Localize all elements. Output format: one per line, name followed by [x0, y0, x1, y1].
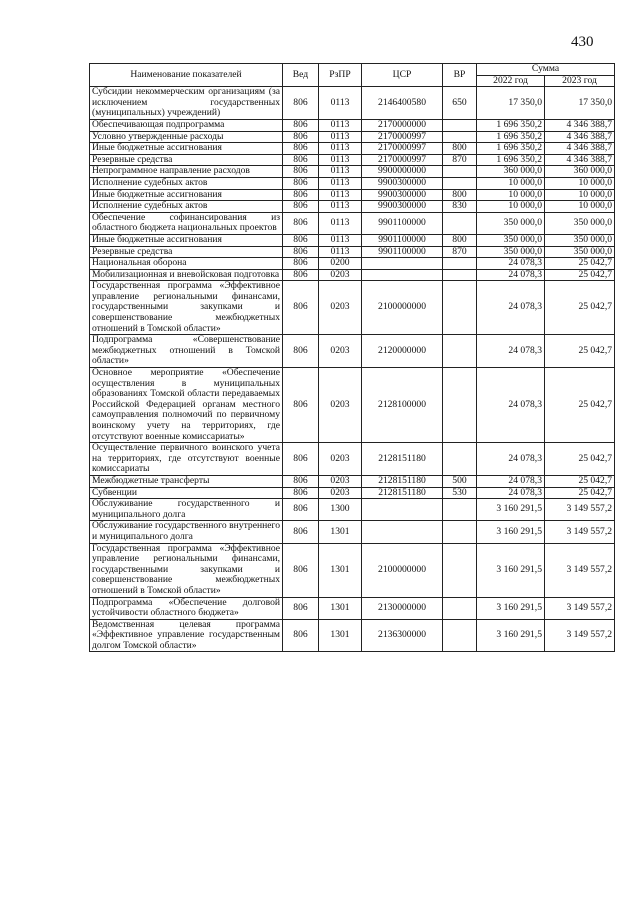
- cell-rzpr: 0113: [319, 177, 362, 189]
- cell-ved: 806: [283, 597, 319, 619]
- header-2022: 2022 год: [477, 75, 545, 87]
- cell-y2022: 24 078,3: [477, 368, 545, 443]
- cell-csr: 9900300000: [362, 177, 443, 189]
- cell-name: Обслуживание государственного и муниципального долга: [90, 499, 283, 521]
- cell-y2022: 3 160 291,5: [477, 619, 545, 652]
- cell-csr: 2128151180: [362, 487, 443, 499]
- cell-vr: 650: [443, 87, 477, 120]
- cell-csr: 9901100000: [362, 212, 443, 234]
- cell-name: Субсидии некоммерческим организациям (за исключением государственных (муниципальных) учреждений): [90, 87, 283, 120]
- cell-csr: 2146400580: [362, 87, 443, 120]
- cell-ved: 806: [283, 201, 319, 213]
- cell-rzpr: 0113: [319, 87, 362, 120]
- cell-y2023: 3 149 557,2: [545, 543, 615, 597]
- cell-name: Мобилизационная и вневойсковая подготовка: [90, 269, 283, 281]
- table-row: [90, 87, 615, 120]
- cell-ved: 806: [283, 475, 319, 487]
- cell-vr: [443, 258, 477, 270]
- cell-y2022: 10 000,0: [477, 177, 545, 189]
- table-row: [90, 166, 615, 178]
- cell-csr: 2100000000: [362, 281, 443, 335]
- cell-y2023: 350 000,0: [545, 246, 615, 258]
- cell-ved: 806: [283, 335, 319, 368]
- cell-csr: 2128100000: [362, 368, 443, 443]
- cell-name: Основное мероприятие «Обеспечение осуществления в муниципальных образованиях Томской области передаваемых Российской Федерацией органам местного самоуправления полномочий по первичному воинскому учету на территориях, где отсутствуют военные комиссариаты»: [90, 368, 283, 443]
- cell-ved: 806: [283, 177, 319, 189]
- cell-y2023: 350 000,0: [545, 212, 615, 234]
- page-number: 430: [571, 34, 594, 50]
- cell-name: Государственная программа «Эффективное управление региональными финансами, государственными закупками и совершенствование межбюджетных отношений в Томской области»: [90, 281, 283, 335]
- cell-rzpr: 0113: [319, 154, 362, 166]
- cell-ved: 806: [283, 487, 319, 499]
- header-name: Наименование показателей: [90, 64, 283, 87]
- cell-name: Обеспечивающая подпрограмма: [90, 119, 283, 131]
- cell-ved: 806: [283, 212, 319, 234]
- cell-y2022: 10 000,0: [477, 201, 545, 213]
- table-row: [90, 543, 615, 597]
- cell-y2022: 3 160 291,5: [477, 521, 545, 543]
- cell-rzpr: 0113: [319, 143, 362, 155]
- cell-y2023: 25 042,7: [545, 487, 615, 499]
- cell-y2022: 1 696 350,2: [477, 143, 545, 155]
- cell-rzpr: 0113: [319, 246, 362, 258]
- cell-y2023: 360 000,0: [545, 166, 615, 178]
- cell-y2022: 3 160 291,5: [477, 543, 545, 597]
- cell-vr: [443, 131, 477, 143]
- cell-name: Условно утвержденные расходы: [90, 131, 283, 143]
- cell-rzpr: 0200: [319, 258, 362, 270]
- cell-y2022: 10 000,0: [477, 189, 545, 201]
- cell-y2023: 25 042,7: [545, 475, 615, 487]
- cell-name: Исполнение судебных актов: [90, 201, 283, 213]
- header-rzpr: РзПР: [319, 64, 362, 87]
- cell-csr: [362, 258, 443, 270]
- cell-vr: 800: [443, 234, 477, 246]
- cell-ved: 806: [283, 269, 319, 281]
- table-row: [90, 131, 615, 143]
- cell-y2022: 17 350,0: [477, 87, 545, 120]
- cell-ved: 806: [283, 119, 319, 131]
- cell-ved: 806: [283, 87, 319, 120]
- table-row: [90, 246, 615, 258]
- cell-y2022: 24 078,3: [477, 281, 545, 335]
- cell-rzpr: 0203: [319, 443, 362, 476]
- cell-y2023: 4 346 388,7: [545, 119, 615, 131]
- table-row: [90, 119, 615, 131]
- table-row: [90, 189, 615, 201]
- header-vr: ВР: [443, 64, 477, 87]
- cell-vr: [443, 212, 477, 234]
- cell-csr: 2120000000: [362, 335, 443, 368]
- table-row: [90, 499, 615, 521]
- cell-rzpr: 0113: [319, 201, 362, 213]
- cell-vr: 800: [443, 143, 477, 155]
- cell-y2022: 24 078,3: [477, 443, 545, 476]
- cell-name: Межбюджетные трансферты: [90, 475, 283, 487]
- cell-y2023: 25 042,7: [545, 258, 615, 270]
- cell-csr: [362, 521, 443, 543]
- cell-y2023: 10 000,0: [545, 177, 615, 189]
- table-row: [90, 201, 615, 213]
- cell-y2022: 24 078,3: [477, 475, 545, 487]
- cell-vr: 800: [443, 189, 477, 201]
- cell-rzpr: 1301: [319, 543, 362, 597]
- cell-ved: 806: [283, 166, 319, 178]
- cell-name: Иные бюджетные ассигнования: [90, 189, 283, 201]
- cell-vr: [443, 619, 477, 652]
- cell-ved: 806: [283, 154, 319, 166]
- cell-y2022: 350 000,0: [477, 212, 545, 234]
- header-sum: Сумма: [477, 64, 615, 76]
- cell-rzpr: 0113: [319, 166, 362, 178]
- cell-vr: [443, 166, 477, 178]
- table-row: [90, 143, 615, 155]
- table-row: [90, 443, 615, 476]
- table-row: [90, 154, 615, 166]
- cell-ved: 806: [283, 499, 319, 521]
- cell-y2022: 1 696 350,2: [477, 154, 545, 166]
- cell-y2022: 24 078,3: [477, 487, 545, 499]
- cell-y2022: 350 000,0: [477, 246, 545, 258]
- cell-vr: 870: [443, 154, 477, 166]
- cell-name: Резервные средства: [90, 246, 283, 258]
- cell-name: Подпрограмма «Совершенствование межбюджетных отношений в Томской области»: [90, 335, 283, 368]
- cell-csr: 9901100000: [362, 246, 443, 258]
- cell-y2023: 3 149 557,2: [545, 619, 615, 652]
- header-ved: Вед: [283, 64, 319, 87]
- cell-y2022: 24 078,3: [477, 269, 545, 281]
- cell-y2023: 10 000,0: [545, 201, 615, 213]
- cell-csr: 2170000997: [362, 143, 443, 155]
- cell-name: Подпрограмма «Обеспечение долговой устойчивости областного бюджета»: [90, 597, 283, 619]
- cell-name: Субвенции: [90, 487, 283, 499]
- cell-y2022: 3 160 291,5: [477, 597, 545, 619]
- cell-name: Иные бюджетные ассигнования: [90, 143, 283, 155]
- table-row: [90, 281, 615, 335]
- header-2023: 2023 год: [545, 75, 615, 87]
- cell-vr: [443, 177, 477, 189]
- cell-vr: [443, 443, 477, 476]
- cell-rzpr: 0203: [319, 335, 362, 368]
- cell-rzpr: 0113: [319, 189, 362, 201]
- cell-name: Исполнение судебных актов: [90, 177, 283, 189]
- cell-csr: 9901100000: [362, 234, 443, 246]
- table-row: [90, 269, 615, 281]
- cell-y2022: 350 000,0: [477, 234, 545, 246]
- cell-csr: 2170000997: [362, 131, 443, 143]
- cell-csr: 9900300000: [362, 201, 443, 213]
- cell-vr: [443, 269, 477, 281]
- cell-name: Резервные средства: [90, 154, 283, 166]
- cell-y2023: 4 346 388,7: [545, 154, 615, 166]
- cell-vr: [443, 543, 477, 597]
- table-row: [90, 521, 615, 543]
- cell-y2023: 3 149 557,2: [545, 521, 615, 543]
- cell-vr: 500: [443, 475, 477, 487]
- cell-y2023: 25 042,7: [545, 335, 615, 368]
- cell-y2023: 25 042,7: [545, 368, 615, 443]
- cell-ved: 806: [283, 246, 319, 258]
- cell-y2023: 10 000,0: [545, 189, 615, 201]
- cell-y2022: 360 000,0: [477, 166, 545, 178]
- table-row: [90, 212, 615, 234]
- cell-csr: 2136300000: [362, 619, 443, 652]
- cell-csr: [362, 269, 443, 281]
- cell-ved: 806: [283, 189, 319, 201]
- cell-vr: [443, 335, 477, 368]
- cell-y2023: 25 042,7: [545, 443, 615, 476]
- cell-vr: [443, 597, 477, 619]
- cell-y2022: 1 696 350,2: [477, 119, 545, 131]
- table-header: [90, 64, 615, 87]
- table-row: [90, 258, 615, 270]
- cell-y2023: 4 346 388,7: [545, 143, 615, 155]
- cell-name: Непрограммное направление расходов: [90, 166, 283, 178]
- cell-csr: 9900300000: [362, 189, 443, 201]
- cell-rzpr: 0203: [319, 281, 362, 335]
- cell-csr: [362, 499, 443, 521]
- cell-ved: 806: [283, 619, 319, 652]
- cell-rzpr: 1301: [319, 597, 362, 619]
- table-row: [90, 234, 615, 246]
- table-row: [90, 177, 615, 189]
- cell-vr: 870: [443, 246, 477, 258]
- cell-ved: 806: [283, 234, 319, 246]
- cell-y2023: 25 042,7: [545, 269, 615, 281]
- cell-name: Ведомственная целевая программа «Эффективное управление государственным долгом Томской области»: [90, 619, 283, 652]
- cell-y2023: 4 346 388,7: [545, 131, 615, 143]
- table-row: [90, 487, 615, 499]
- cell-name: Иные бюджетные ассигнования: [90, 234, 283, 246]
- cell-rzpr: 0113: [319, 234, 362, 246]
- table-row: [90, 368, 615, 443]
- table-row: [90, 619, 615, 652]
- cell-ved: 806: [283, 281, 319, 335]
- cell-rzpr: 0203: [319, 368, 362, 443]
- cell-name: Обслуживание государственного внутреннего и муниципального долга: [90, 521, 283, 543]
- cell-y2022: 1 696 350,2: [477, 131, 545, 143]
- cell-y2023: 350 000,0: [545, 234, 615, 246]
- cell-y2023: 3 149 557,2: [545, 499, 615, 521]
- cell-ved: 806: [283, 368, 319, 443]
- cell-y2023: 17 350,0: [545, 87, 615, 120]
- cell-rzpr: 0113: [319, 212, 362, 234]
- cell-y2022: 3 160 291,5: [477, 499, 545, 521]
- header-csr: ЦСР: [362, 64, 443, 87]
- cell-ved: 806: [283, 521, 319, 543]
- cell-name: Осуществление первичного воинского учета на территориях, где отсутствуют военные комиссариаты: [90, 443, 283, 476]
- cell-vr: [443, 499, 477, 521]
- cell-y2023: 25 042,7: [545, 281, 615, 335]
- cell-name: Национальная оборона: [90, 258, 283, 270]
- cell-ved: 806: [283, 258, 319, 270]
- cell-ved: 806: [283, 543, 319, 597]
- cell-csr: 2128151180: [362, 443, 443, 476]
- cell-y2023: 3 149 557,2: [545, 597, 615, 619]
- cell-rzpr: 0113: [319, 119, 362, 131]
- cell-vr: [443, 368, 477, 443]
- cell-y2022: 24 078,3: [477, 335, 545, 368]
- cell-vr: [443, 119, 477, 131]
- cell-rzpr: 0203: [319, 269, 362, 281]
- cell-rzpr: 1300: [319, 499, 362, 521]
- cell-vr: [443, 521, 477, 543]
- cell-rzpr: 0203: [319, 475, 362, 487]
- cell-rzpr: 1301: [319, 619, 362, 652]
- cell-vr: 830: [443, 201, 477, 213]
- cell-name: Государственная программа «Эффективное управление региональными финансами, государственными закупками и совершенствование межбюджетных отношений в Томской области»: [90, 543, 283, 597]
- cell-csr: 2130000000: [362, 597, 443, 619]
- cell-y2022: 24 078,3: [477, 258, 545, 270]
- table-row: [90, 335, 615, 368]
- cell-vr: [443, 281, 477, 335]
- cell-name: Обеспечение софинансирования из областного бюджета национальных проектов: [90, 212, 283, 234]
- cell-rzpr: 1301: [319, 521, 362, 543]
- cell-ved: 806: [283, 143, 319, 155]
- cell-csr: 2170000997: [362, 154, 443, 166]
- cell-rzpr: 0203: [319, 487, 362, 499]
- cell-csr: 2170000000: [362, 119, 443, 131]
- table-row: [90, 475, 615, 487]
- cell-csr: 2100000000: [362, 543, 443, 597]
- cell-vr: 530: [443, 487, 477, 499]
- table-body: [90, 87, 615, 652]
- budget-table: [89, 63, 615, 652]
- cell-ved: 806: [283, 131, 319, 143]
- cell-csr: 9900000000: [362, 166, 443, 178]
- cell-csr: 2128151180: [362, 475, 443, 487]
- cell-ved: 806: [283, 443, 319, 476]
- table-row: [90, 597, 615, 619]
- cell-rzpr: 0113: [319, 131, 362, 143]
